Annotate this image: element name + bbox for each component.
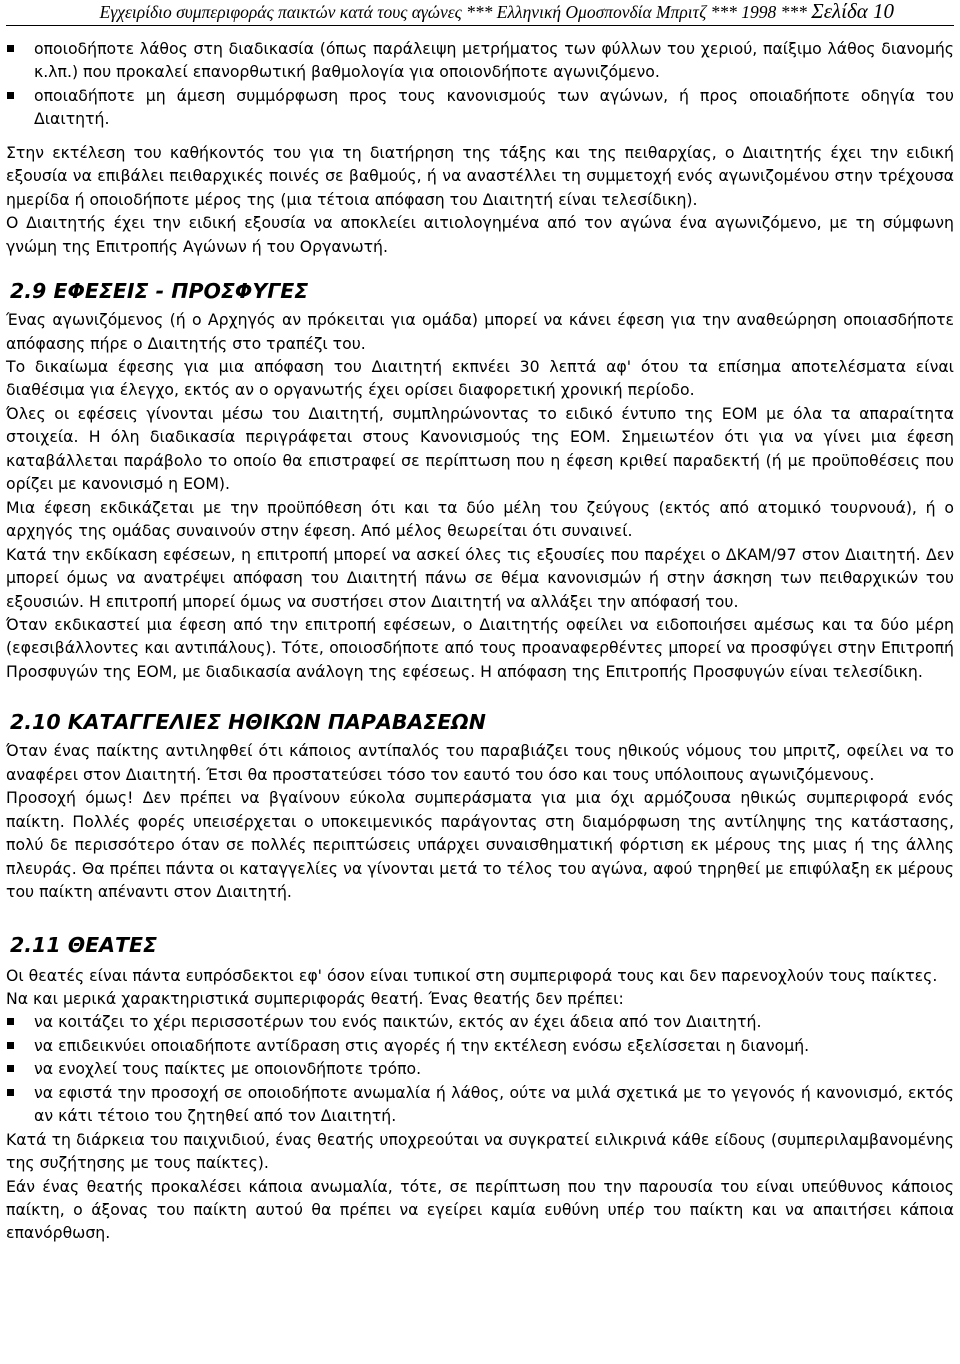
paragraph: Όταν ένας παίκτης αντιληφθεί ότι κάποιος αντίπαλός του παραβιάζει τους ηθικούς νόμους του μπριτζ, οφείλει να το αναφέρει στον Διαιτητή. Έτσι θα προστατεύσει τόσο τον εαυτό του όσο και τους υπόλοιπους αγωνιζόμενους. [6, 741, 954, 784]
paragraph: Ένας αγωνιζόμενος (ή ο Αρχηγός αν πρόκειται για ομάδα) μπορεί να κάνει έφεση για την αναθεώρηση οποιασδήποτε απόφασης πήρε ο Διαιτητής στο τραπέζι του. [6, 310, 954, 353]
square-bullet-icon [7, 1018, 14, 1025]
list-item: οποιοδήποτε λάθος στη διαδικασία (όπως παράλειψη μετρήματος των φύλλων του χεριού, παίξιμο λάθος διανομής κ.λπ.) που προκαλεί επανορθωτική βαθμολογία για οποιονδήποτε αγωνιζόμενο. [6, 37, 954, 84]
list-item: να εφιστά την προσοχή σε οποιοδήποτε ανωμαλία ή λάθος, ούτε να μιλά σχετικά με το γεγονός ή κανονισμό, εκτός αν κάτι τέτοιο του ζητηθεί από τον Διαιτητή. [6, 1081, 954, 1128]
square-bullet-icon [7, 92, 14, 99]
paragraph: Προσοχή όμως! Δεν πρέπει να βγαίνουν εύκολα συμπεράσματα για μια όχι αρμόζουσα ηθικώς συμπεριφορά ενός παίκτη. Πολλές φορές υπεισέρχεται ο υποκειμενικός παράγοντας στη διαμόρφωση της αντίληψης της κατάστασης, πολύ δε περισσότερο όταν σε πολλές περιπτώσεις υπάρχει συναισθηματική φόρτιση εκ μέρους της μιας ή της άλλης πλευράς. Θα πρέπει πάντα οι καταγγελίες να γίνονται μετά το τέλος του αγώνα, αφού τηρηθεί με επιφύλαξη εκ μέρους του παίκτη απέναντι στον Διαιτητή. [6, 788, 954, 902]
paragraph: Εάν ένας θεατής προκαλέσει κάποια ανωμαλία, τότε, σε περίπτωση που την παρουσία του είναι υπεύθυνος κάποιος παίκτη, ο άξονας του παίκτη αυτού θα πρέπει να εγείρει καμία ευθύνη υπέρ του παίκτη και να απαιτήσει κάποια επανόρθωση. [6, 1176, 954, 1243]
paragraph: Στην εκτέλεση του καθήκοντός του για τη διατήρηση της τάξης και της πειθαρχίας, ο Διαιτητής έχει την ειδική εξουσία να επιβάλει πειθαρχικές ποινές σε βαθμούς, ή να αναστέλλει τη συμμετοχή ενός αγωνιζομένου στην τρέχουσα ημερίδα ή οποιοδήποτε μέρος της (μια τέτοια απόφαση του Διαιτητή είναι τελεσίδικη). [6, 142, 954, 209]
square-bullet-icon [7, 45, 14, 52]
spectator-rules-list [6, 1010, 954, 1127]
section-heading: 2.11 ΘΕΑΤΕΣ [10, 932, 158, 957]
list-item: να επιδεικνύει οποιαδήποτε αντίδραση στις αγορές ή την εκτέλεση ενόσω εξελίσσεται η διανομή. [6, 1034, 954, 1057]
square-bullet-icon [7, 1089, 14, 1096]
square-bullet-icon [7, 1065, 14, 1072]
paragraph: Το δικαίωμα έφεσης για μια απόφαση του Διαιτητή εκπνέει 30 λεπτά αφ' ότου τα επίσημα αποτελέσματα είναι διαθέσιμα για έλεγχο, εκτός αν ο οργανωτής έχει ορίσει διαφορετική χρονική περίοδο. [6, 356, 954, 400]
list-item: να ενοχλεί τους παίκτες με οποιονδήποτε τρόπο. [6, 1057, 954, 1080]
header-text: Εγχειρίδιο συμπεριφοράς παικτών κατά τους αγώνες *** Ελληνική Ομοσπονδία Μπριτζ *** 1998 *** [99, 2, 812, 22]
paragraph: Κατά τη διάρκεια του παιχνιδιού, ένας θεατής υποχρεούται να συγκρατεί ειλικρινά κάθε είδους (συμπεριλαμβανομένης της συζήτησης με τους παίκτες). [6, 1129, 954, 1173]
section-heading: 2.9 ΕΦΕΣΕΙΣ - ΠΡΟΣΦΥΓΕΣ [10, 279, 309, 304]
paragraph: Να και μερικά χαρακτηριστικά συμπεριφοράς θεατή. Ένας θεατής δεν πρέπει: [6, 988, 624, 1008]
paragraph: Κατά την εκδίκαση εφέσεων, η επιτροπή μπορεί να ασκεί όλες τις εξουσίες που παρέχει ο ΔΚΑΜ/97 στον Διαιτητή. Δεν μπορεί όμως να ανατρέψει απόφαση του Διαιτητή πάνω σε θέμα κανονισμών ή στην άσκηση των πειθαρχικών του εξουσιών. Η επιτροπή μπορεί όμως να συστήσει στον Διαιτητή να αλλάξει την απόφασή του. [6, 544, 954, 611]
top-bullet-list [6, 37, 954, 131]
paragraph: Ο Διαιτητής έχει την ειδική εξουσία να αποκλείει αιτιολογημένα από τον αγώνα ένα αγωνιζόμενο, με τη σύμφωνη γνώμη της Επιτροπής Αγώνων ή του Οργανωτή. [6, 213, 954, 256]
square-bullet-icon [7, 1042, 14, 1049]
list-item: οποιαδήποτε μη άμεση συμμόρφωση προς τους κανονισμούς των αγώνων, ή προς οποιαδήποτε οδηγία του Διαιτητή. [6, 84, 954, 131]
paragraph: Όλες οι εφέσεις γίνονται μέσω του Διαιτητή, συμπληρώνοντας το ειδικό έντυπο της ΕΟΜ με όλα τα απαραίτητα στοιχεία. Η όλη διαδικασία περιγράφεται στους Κανονισμούς της ΕΟΜ. Σημειωτέον ότι για να γίνει μια έφεση καταβάλλεται παράβολο το οποίο θα επιστραφεί σε περίπτωση που η έφεση κριθεί παραδεκτή (ή με προϋποθέσεις που ορίζει με κανονισμό η ΕΟΜ). [6, 403, 954, 494]
paragraph: Οι θεατές είναι πάντα ευπρόσδεκτοι εφ' όσον είναι τυπικοί στη συμπεριφορά τους και δεν παρενοχλούν τους παίκτες. [6, 965, 938, 985]
paragraph: Μια έφεση εκδικάζεται με την προϋπόθεση ότι και τα δύο μέλη του ζεύγους (εκτός από ατομικό τουρνουά), ή ο αρχηγός της ομάδας συναινούν στην έφεση. Από μέλος θεωρείται ότι συναινεί. [6, 497, 954, 541]
list-item: να κοιτάζει το χέρι περισσοτέρων του ενός παικτών, εκτός αν έχει άδεια από τον Διαιτητή. [6, 1010, 954, 1033]
paragraph: Όταν εκδικαστεί μια έφεση από την επιτροπή εφέσεων, ο Διαιτητής οφείλει να ειδοποιήσει αμέσως και τα δύο μέρη (εφεσιβάλλοντες και αντιπάλους). Τότε, οποιοσδήποτε από τους προαναφερθέντες μπορεί να προσφύγει στην Επιτροπή Προσφυγών της ΕΟΜ, με διαδικασία ανάλογη της εφέσεως. Η απόφαση της Επιτροπής Προσφυγών είναι τελεσίδικη. [6, 614, 954, 681]
running-header [6, 0, 954, 26]
section-heading: 2.10 ΚΑΤΑΓΓΕΛΙΕΣ ΗΘΙΚΩΝ ΠΑΡΑΒΑΣΕΩΝ [10, 710, 486, 735]
page-number: Σελίδα 10 [811, 0, 894, 23]
